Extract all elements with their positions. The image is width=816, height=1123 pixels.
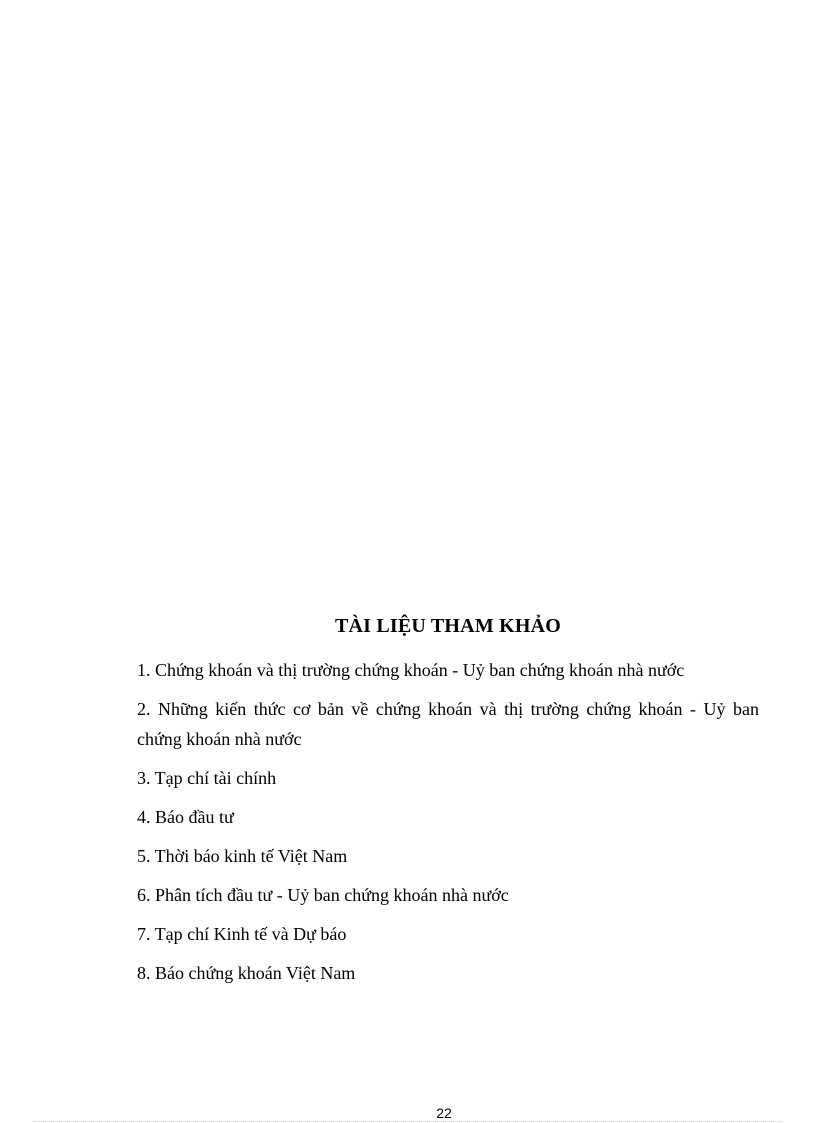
reference-item: 1. Chứng khoán và thị trường chứng khoán - Uỷ ban chứng khoán nhà nước (137, 660, 685, 680)
page-number: 22 (436, 1105, 452, 1121)
reference-list (137, 655, 759, 997)
footer-divider (34, 1121, 782, 1122)
reference-item: 7. Tạp chí Kinh tế và Dự báo (137, 924, 347, 944)
reference-item: 5. Thời báo kinh tế Việt Nam (137, 846, 348, 866)
reference-item: 8. Báo chứng khoán Việt Nam (137, 963, 356, 983)
reference-item: 2. Những kiến thức cơ bản về chứng khoán và thị trường chứng khoán - Uỷ ban chứng khoán nhà nước (137, 699, 759, 749)
references-heading: TÀI LIỆU THAM KHẢO (334, 615, 562, 637)
reference-item: 6. Phân tích đầu tư - Uỷ ban chứng khoán nhà nước (137, 885, 509, 905)
reference-item: 3. Tạp chí tài chính (137, 768, 277, 788)
reference-item: 4. Báo đầu tư (137, 807, 234, 827)
